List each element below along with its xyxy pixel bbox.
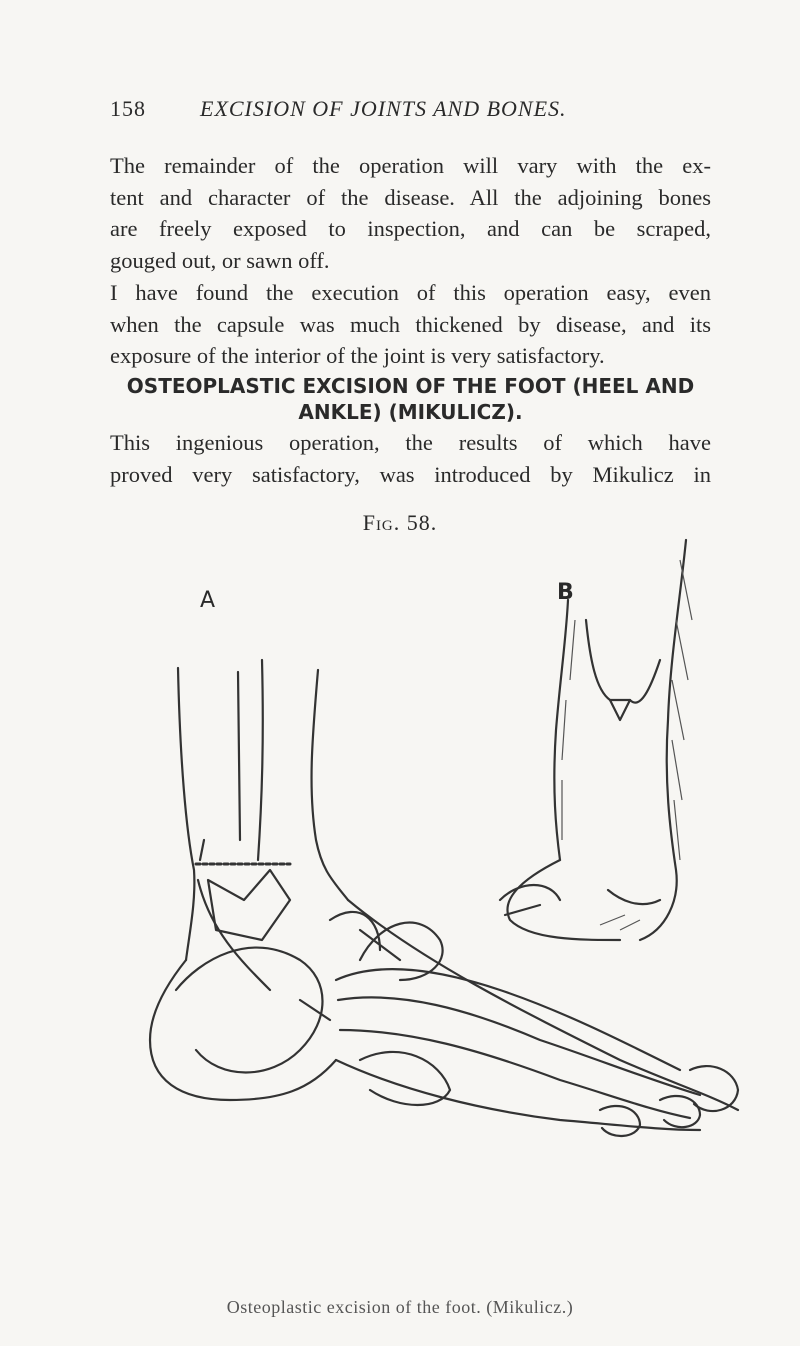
toe-bone-3 [600, 1106, 640, 1136]
tibia-b [586, 620, 610, 700]
leg-a-front-outline [312, 670, 348, 900]
leg-b-right [640, 540, 686, 940]
fibula-b-notch [630, 660, 660, 703]
leg-a-back-outline [178, 668, 194, 960]
bone-a-line [200, 840, 204, 860]
text-line: are freely exposed to inspection, and can be scraped, [110, 216, 711, 241]
text-line: This ingenious operation, the results of which have [110, 430, 711, 455]
section-heading-line-2: ANKLE) (MIKULICZ). [298, 400, 523, 424]
text-line: I have found the execution of this operation easy, even [110, 280, 711, 305]
text-line: when the capsule was much thickened by disease, and its [110, 311, 711, 337]
tarsal-1 [336, 969, 680, 1070]
fibula-a [238, 672, 240, 840]
talus-a [208, 870, 290, 940]
section-heading-line-1: OSTEOPLASTIC EXCISION OF THE FOOT (HEEL AND [126, 374, 695, 398]
skin-b [507, 860, 620, 940]
calcaneus-a [176, 948, 323, 1073]
heel-a [150, 960, 336, 1100]
figure-label-text: Fig. 58. [362, 510, 438, 535]
figure-letter-a: A [200, 588, 216, 613]
text-line: The remainder of the operation will vary with the ex- [110, 153, 711, 178]
figure-caption: Osteoplastic excision of the foot. (Mikulicz.) [226, 1297, 574, 1317]
text-line: gouged out, or sawn off. [110, 247, 330, 273]
tarsal-2 [338, 997, 700, 1095]
tibia-a [258, 660, 263, 860]
figure-letter-b: B [557, 580, 574, 605]
text-line: tent and character of the disease. All the adjoining bones [110, 184, 711, 210]
running-title: EXCISION OF JOINTS AND BONES. [200, 96, 567, 121]
incision-b [610, 700, 630, 720]
hatch-b-3 [600, 915, 640, 930]
text-line: proved very satisfactory, was introduced by Mikulicz in [110, 461, 711, 487]
heel-b [608, 890, 660, 904]
page-number: 158 [110, 96, 146, 121]
text-line: exposure of the interior of the joint is very satisfactory. [110, 343, 605, 368]
hatch-b-1 [672, 560, 692, 860]
leg-b-left [554, 600, 568, 860]
